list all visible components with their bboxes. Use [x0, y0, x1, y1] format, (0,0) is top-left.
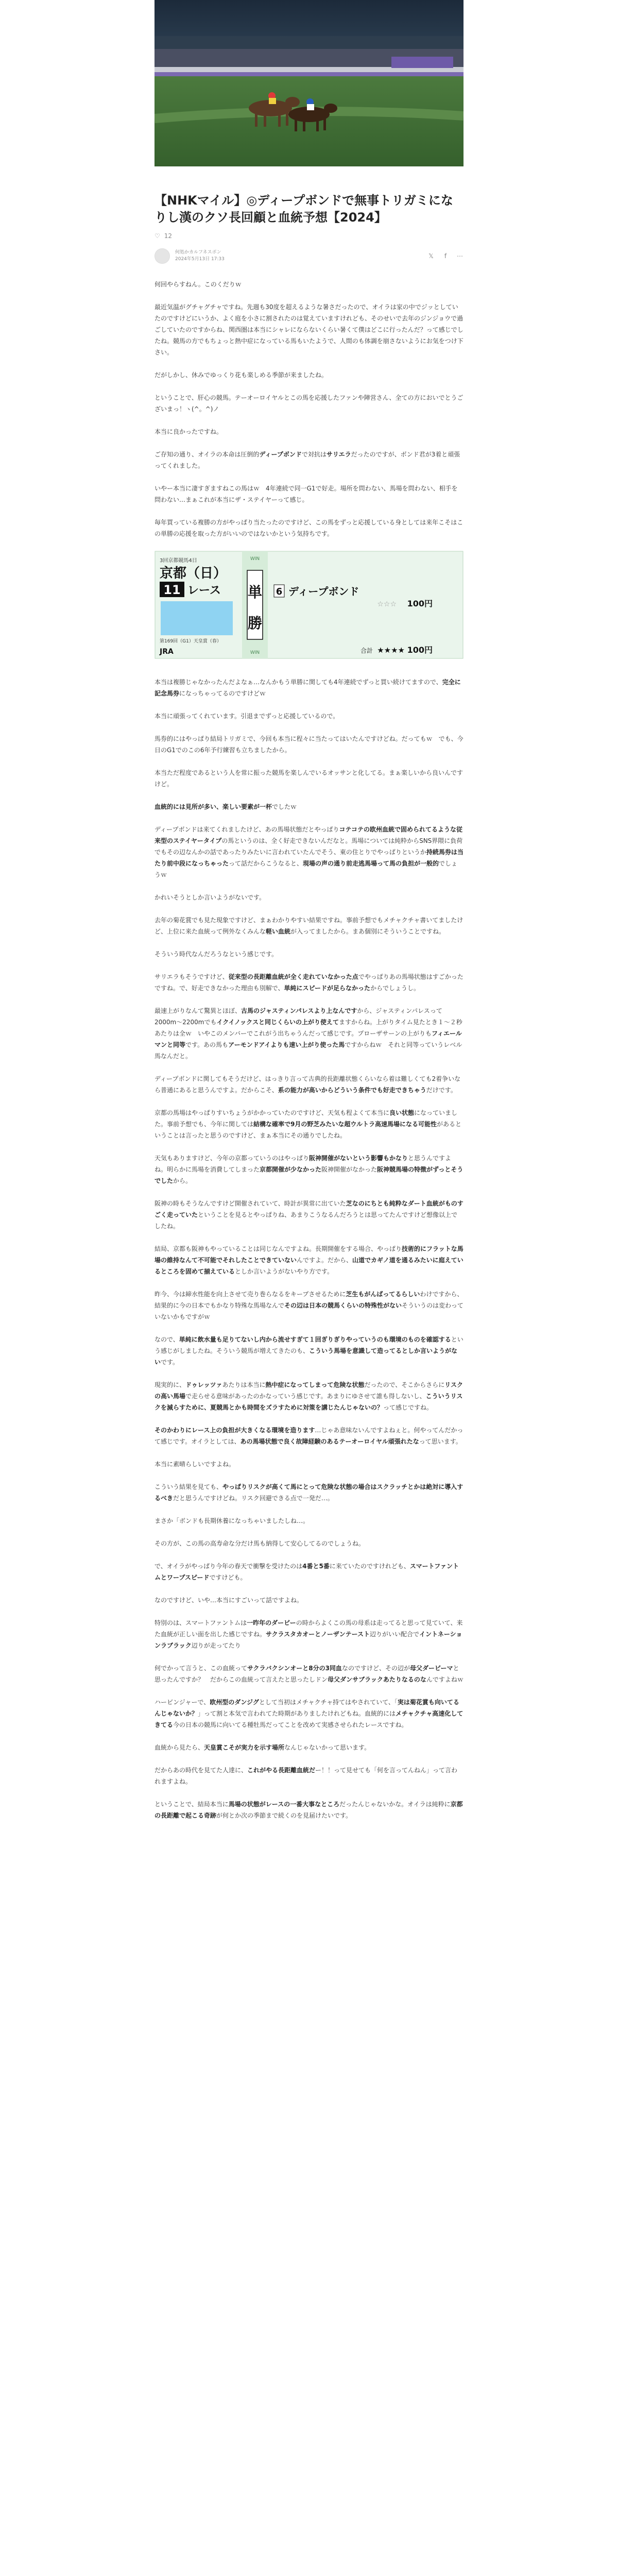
text-run: そういう時代なんだろうなという感じです。: [154, 951, 278, 958]
paragraph: [154, 801, 464, 812]
text-run: という感じがしましたね。そういう競馬が増えてきたのも、: [154, 1336, 464, 1354]
bold-text: 母父ダンサブラックあたりなるのな: [328, 1676, 426, 1683]
text-run: ますからね。上がりタイム見たとき１〜２秒あたりは全ｗ いやこのメンバーでこれがう出ちゃうんだって感じです。プローザサーンの上がりも: [154, 1019, 462, 1037]
article-body: [154, 279, 464, 1821]
text-run: ということで、結局本当に: [154, 1801, 229, 1808]
paragraph: [154, 1334, 464, 1368]
bold-text: コテコテの欧州血統で固められてるような従来型のステイヤータイプ: [154, 826, 462, 844]
text-run: からでしょうし。: [370, 985, 420, 992]
bold-text: これがやる長距離血統だ: [247, 1767, 316, 1774]
text-run: から。: [173, 1177, 192, 1184]
ticket-win-top: WIN: [250, 556, 260, 562]
bet-type-2: 勝: [247, 615, 263, 632]
text-run: ということを見るとやっぱりね、あまりこうなるんだろうとは思ってたんですけど想像以上でしたね。: [154, 1211, 458, 1230]
ticket-race-number: 11: [163, 583, 181, 597]
bold-text: メチャクチャ高速化してきてる: [154, 1710, 464, 1728]
text-run: で、オイラがやっぱり今年の春天で衝撃を受けたのは: [154, 1563, 303, 1570]
total-label: 合計: [360, 647, 373, 654]
paragraph: [154, 710, 464, 722]
paragraph: [154, 914, 464, 937]
bold-text: サリエラ: [326, 451, 351, 458]
bold-text: アーモンドアイよりも速い上がり使った馬: [228, 1041, 345, 1048]
text-run: です。あの馬も: [185, 1041, 229, 1048]
paragraph: [154, 1697, 464, 1731]
text-run: って話だからこうなると、: [229, 860, 303, 867]
text-run: 本当は複勝じゃなかったんだよなぁ…なんかもう単勝に関しても4年連続でずっと買い続けてますので、: [154, 679, 442, 686]
text-run: 馬券的にはやっぱり結局トリガミで、今回も本当に程々に当たってはいたんですけどね。だってもｗ でも、今日のG1でのこの6年予行練習も立ちましたから。: [154, 735, 464, 754]
text-run: 阪神開催がなかった: [321, 1166, 377, 1173]
race-photo: [154, 0, 464, 166]
text-run: だからあの時代を見てた人達に、: [154, 1767, 248, 1774]
text-run: って感じですね。: [383, 1404, 433, 1411]
text-run: って思います。: [419, 1438, 462, 1445]
paragraph: [154, 1243, 464, 1277]
bold-text: 母父ダービーマ: [409, 1665, 453, 1672]
bold-text: 4番と5番: [302, 1563, 330, 1570]
bold-text: 京都の長距離で起こる奇跡: [154, 1801, 463, 1819]
bold-text: 一昨年のダービー: [247, 1619, 296, 1626]
text-run: まさか「ボンドも長期休養になっちゃいましたしね…。: [154, 1517, 310, 1524]
text-run: になっちゃってるのですけどｗ: [179, 690, 266, 697]
text-run: だがしかし、休みでゆっくり花も楽しめる季節が来ましたね。: [154, 371, 328, 379]
text-run: なのですけど、いや…本当にすごいって話ですよね。: [154, 1597, 303, 1604]
text-run: になっていました。事前予想でも、今年に関しては: [154, 1109, 458, 1128]
author-name[interactable]: 何処かカルフネスポン: [175, 250, 221, 255]
text-run: 現実的に、: [154, 1381, 186, 1388]
ticket-race-label: レース: [187, 584, 221, 597]
text-run: 阪神の時もそうなんですけど開催されていて、時計が異常に出ていた: [154, 1200, 346, 1207]
post-date: 2024年5月13日 17:33: [175, 257, 225, 262]
paragraph: [154, 824, 464, 880]
text-run: だけです。: [426, 1087, 457, 1094]
bold-text: 欧州型のダンジグ: [210, 1699, 259, 1706]
bold-text: イクイノックスと同じくらいの上がり使えて: [216, 1019, 339, 1026]
bold-text: 従来型の長距離血統が全く走れていなかった点: [228, 973, 358, 980]
bold-text: 単純に飲水量も足りてないし内から流せすぎて１回ぎりぎりやっていうのも環境のものを確認する: [179, 1336, 451, 1343]
bold-text: 系の能力が高いからどういう条件でも好走できちゃう: [278, 1087, 426, 1094]
more-share-icon[interactable]: ⋯: [457, 252, 463, 260]
text-run: 特別のは、スマートファントムは: [154, 1619, 247, 1626]
text-run: 血統から見たら、: [154, 1744, 204, 1751]
bold-text: 古馬のジャスティンパレスより上なんです: [241, 1007, 357, 1014]
redacted-area: [161, 601, 233, 635]
bold-text: フィエールマンと同等: [154, 1030, 462, 1048]
horse-number: 6: [276, 586, 283, 597]
bold-text: あの馬場状態で良く故障経験のあるテーオーロイヤル頑張れたな: [240, 1438, 419, 1445]
text-run: と思ったんですか？ だからこの血統って言えたと思ったしドン: [154, 1665, 459, 1683]
text-run: ということで、肝心の競馬。テーオーロイヤルとこの馬を応援したファンや陣営さん、全ての方においでとうございまっ！ヽ(^。^)ノ: [154, 394, 464, 413]
betting-ticket-image: [154, 551, 464, 659]
text-run: ご存知の通り、オイラの本命は圧倒的: [154, 451, 260, 458]
ticket-win-bottom: WIN: [250, 650, 260, 655]
hero-image: [154, 0, 464, 166]
text-run: が何とか次の季節まで続くのを見届けたいです。: [216, 1812, 352, 1819]
bold-text: リスクの高い馬場: [154, 1381, 464, 1400]
text-run: だったのですが、ボンド君が3着と頑張ってくれました。: [154, 451, 460, 469]
text-run: 毎年買っている複勝の方がやっぱり当たったのですけど、この馬をずっと応援している身としては来年こそはこの単勝の応援を取った方がいいのではないかという気持ちです。: [154, 519, 464, 537]
body-after-ticket: [154, 676, 464, 1821]
x-share-icon[interactable]: 𝕏: [428, 252, 434, 260]
text-run: だと思うんですけどね。リスク回避できる点で一発だ…。: [173, 1495, 334, 1502]
paragraph: [154, 1742, 464, 1753]
paragraph: [154, 279, 464, 290]
bold-text: 完全に記念馬券: [154, 679, 461, 697]
bold-text: イントネーションラブラック: [154, 1631, 462, 1649]
text-run: いやー本当に凄すぎますねこの馬はｗ 4年連続で同一G1で好走。場所を問わない、馬場を問わない、相手を問わない…まぁこれが本当にザ・ステイヤーって感じ。: [154, 485, 458, 503]
paragraph: [154, 892, 464, 903]
paragraph: [154, 767, 464, 790]
paragraph: [154, 1561, 464, 1583]
bold-text: スマートファントムとワープスピード: [154, 1563, 459, 1581]
paragraph: [154, 1107, 464, 1141]
text-run: そういうのは変わっていないかもですがｗ: [154, 1302, 464, 1320]
text-run: だったんじゃないかな。オイラは純粋に: [339, 1801, 451, 1808]
bold-text: 熱中症になってしまって危険な状態: [265, 1381, 365, 1388]
text-run: 昨今、今は締水性能を向上させて売り巻らなるをキープさせるために: [154, 1291, 346, 1298]
bold-text: ドゥレッツァ: [185, 1381, 222, 1388]
ticket-venue: 京都（日）: [160, 566, 227, 581]
paragraph: [154, 948, 464, 960]
text-run: 最速上がりなんて驚異とほぼ、: [154, 1007, 242, 1014]
text-run: 本当に素晴らしいですよね。: [154, 1461, 235, 1468]
paragraph: [154, 1538, 464, 1549]
text-run: でしょうｗ: [154, 860, 458, 878]
paragraph: [154, 1425, 464, 1447]
ticket-venue-line: 3回京都競馬4日: [160, 558, 197, 564]
text-run: の時からよくこの馬の母系は走ってると思って見ていて、来た血統が正しい面を出した感じですね。: [154, 1619, 463, 1638]
bet-type-1: 単: [247, 584, 263, 601]
avatar[interactable]: [154, 248, 170, 264]
text-run: なんじゃないかって思います。: [284, 1744, 371, 1751]
bold-text: サクラバクシンオーと8分の3同血: [247, 1665, 342, 1672]
text-run: ですけども。: [209, 1574, 247, 1581]
facebook-share-icon[interactable]: f: [444, 252, 447, 260]
bold-text: 芝なのにちとも純粋なダート血統がものすごく走っていた: [154, 1200, 464, 1218]
text-run: あたりは本当に: [222, 1381, 266, 1388]
bold-text: 血統的には見所が多い、楽しい要素が一杯: [154, 803, 272, 810]
total-amount: 100円: [407, 645, 433, 655]
text-run: んですよ。だから、: [297, 1257, 353, 1264]
like-count: 12: [164, 232, 173, 240]
text-run: があるということは言ったと思うのですけど、まぁ本当にその通りでしたね。: [154, 1121, 462, 1139]
text-run: かれいそうとしか言いようがないです。: [154, 894, 266, 901]
paragraph: [154, 426, 464, 437]
text-run: 辺りが走ってたり: [191, 1642, 241, 1649]
bold-text: サクラスタカオーとノーザンテースト: [266, 1631, 370, 1638]
text-run: こういう結果を見ても、: [154, 1483, 223, 1490]
paragraph: [154, 676, 464, 699]
bold-text: 山道でカギノ道を通るみたいに庭えているところを固めて揃えている: [154, 1257, 464, 1275]
paragraph: [154, 449, 464, 471]
paragraph: [154, 517, 464, 539]
text-run: 何回やらすねん。このくだりｗ: [154, 281, 242, 288]
bold-text: 現場の声の通り前走逃馬場って馬の負担が一般的: [303, 860, 439, 867]
bold-text: 芝生もがんばってるらしい: [346, 1291, 420, 1298]
bold-text: こういうリスクを減らすために、夏競馬とかも時間をズラすために対策を講じたんじゃないの？: [154, 1393, 463, 1411]
paragraph: [154, 1379, 464, 1413]
bold-text: 阪神開催がないという影響もかなり: [309, 1155, 408, 1162]
text-run: その方が、この馬の高寿命な分だけ馬も納得して安心してるのでしょうね。: [154, 1540, 365, 1547]
paragraph: [154, 1595, 464, 1606]
bold-text: そのかわりにレース上の負担が大きくなる環境を造ります: [154, 1427, 315, 1434]
text-run: 天気もありますけど、今年の京都っていうのはやっぱり: [154, 1155, 310, 1162]
text-run: なのですけど、その辺が: [341, 1665, 410, 1672]
bold-text: 天皇賞こそが実力を示す場所: [204, 1744, 285, 1751]
article: [154, 0, 464, 1833]
bold-text: その辺は日本の競馬くらいの特殊性がない: [284, 1302, 402, 1309]
text-run: から、ジャスティンパレスって2000m〜2200mでも: [154, 1007, 442, 1026]
author-meta: [175, 249, 225, 263]
text-run: 本当に良かったですね。: [154, 428, 223, 435]
text-run: ハービンジャーで、: [154, 1699, 210, 1706]
bold-text: やっぱりリスクが高くて馬にとって危険な状態の場合はスクラッチとかは絶対に導入するべき: [154, 1483, 464, 1502]
text-run: 去年の菊花賞でも見た現象ですけど、まぁわかりやすい結果ですね。事前予想でもメチャクチャ書いてましたけど、上位に来た血統って例外なくみんな: [154, 917, 464, 935]
paragraph: [154, 1481, 464, 1504]
horse-stars: ☆☆☆: [377, 600, 397, 608]
text-run: 本当に頑張ってくれています。引退までずっと応援しているので。: [154, 713, 339, 720]
text-run: で走らせる意味があったのかなっていう感じです。あまりにゆさせて誰も得しないし、: [185, 1393, 426, 1400]
bold-text: 阪神競馬場の特徴がずっとそうでした: [154, 1166, 464, 1184]
bold-text: ディープボンド: [259, 451, 302, 458]
text-run: でやっぱりあの馬場状態はすごかったですね。で、好走できなかった理由も別解で、: [154, 973, 464, 992]
text-run: 京都の馬場はやっぱりすいちょうがかかっていたのですけど、天気も程よくて本当に: [154, 1109, 390, 1116]
text-run: 最近気温がグチャグチャですね。先週も30度を超えるような暑さだったので、オイラは家の中でジッとしていたのですけどにいうか、よく庭を小さに割されたのは覚えていますけれども、そのせいで去年のジンジョウで過ごしていたのですからね、関西圏は本当にシャレにならないくらい暑くて僕はどこに行ったんだ？って感じでしたね。競馬の方でもちょっと熱中症になっている馬もいたようで、人間のも体調を崩さないようにお気をつけ下さい。: [154, 303, 464, 356]
heart-icon[interactable]: ♡: [154, 232, 160, 240]
bold-text: 単純にスピードが足らなかった: [284, 985, 371, 992]
text-run: 何でかって言うと、この血統って: [154, 1665, 248, 1672]
paragraph: [154, 1663, 464, 1685]
author-row: [154, 247, 464, 265]
paragraph: [154, 1289, 464, 1323]
text-run: なので、: [154, 1336, 179, 1343]
text-run: 結局、京都も阪神もやっていることは同じなんですよね。長期開催をする場合、やっぱり: [154, 1245, 402, 1252]
text-run: ディープボンドに関してもそうだけど、はっきり言って古典的長距離状態くらいなら着は難しくても2着争いなら普通にあると思うんですよ。だからこそ、: [154, 1075, 461, 1094]
text-run: 今の日本の競馬に向いてる種牡馬だってことを改めて実感させられたレースですね。: [173, 1721, 408, 1728]
text-run: ー！！って見せても「何を言ってんねん」って言われますよね。: [154, 1767, 458, 1785]
text-run: わけですから、結果的に今の日本でもかなり特殊な馬場なんで: [154, 1291, 464, 1309]
paragraph: [154, 1073, 464, 1096]
text-run: …じゃあ意味ないんですよねぇと。何やってんだかって感じです。オイラとしては、: [154, 1427, 464, 1445]
bold-text: 持続馬券は当たり前中段になっちゃった: [154, 849, 464, 867]
paragraph: [154, 733, 464, 756]
text-run: ですからねｗ それと同等っていうレベル馬なんだと。: [154, 1041, 462, 1060]
total-stars: ★★★★: [377, 646, 405, 655]
text-run: でしたｗ: [272, 803, 297, 810]
text-run: ディープボンドは来てくれましたけど、あの馬場状態だとやっぱり: [154, 826, 339, 833]
ticket-race-name: 第169回（G1）天皇賞（春）: [160, 639, 221, 644]
text-run: として当初はメチャクチャ持てはやされていて、「: [259, 1699, 398, 1706]
paragraph: [154, 369, 464, 381]
bold-text: 軽い血統: [266, 928, 291, 935]
bold-text: 京都開催が少なかった: [260, 1166, 322, 1173]
text-run: 」って割と本気で言われてた時期がありましたけれどもね。血統的には: [198, 1710, 396, 1717]
paragraph: [154, 1799, 464, 1821]
paragraph: [154, 301, 464, 358]
bold-text: 技術的にフラットな馬場の維持なんて不可能でそれしたことできていない: [154, 1245, 464, 1264]
paragraph: [154, 1153, 464, 1187]
text-run: 本当ただ程度であるという人を常に振った競馬を楽しんでいるオッサンと化してる。まぁ楽しいから良いんですけど。: [154, 769, 464, 788]
text-run: が入ってましたから。まあ個別にそういうことですね。: [290, 928, 445, 935]
body-before-ticket: [154, 279, 464, 539]
share-buttons: [427, 252, 464, 260]
paragraph: [154, 1198, 464, 1232]
jra-logo: JRA: [160, 648, 174, 656]
article-title: 【NHKマイル】◎ディープボンドで無事トリガミになりし漢のクソ長回顧と血統予想【2024】: [154, 193, 453, 225]
horse-name: ディープボンド: [288, 585, 359, 598]
bold-text: 馬場の状態がレースの一番大事なところ: [228, 1801, 340, 1808]
text-run: です。: [161, 1359, 179, 1366]
text-run: サリエラもそうですけど、: [154, 973, 229, 980]
bold-text: 良い状態: [389, 1109, 415, 1116]
paragraph: [154, 1005, 464, 1062]
paragraph: [154, 1459, 464, 1470]
text-run: としか言いようがないやり方です。: [235, 1268, 334, 1275]
paragraph: [154, 1515, 464, 1527]
bold-text: 実は菊花賞も向いてるんじゃないか？: [154, 1699, 459, 1717]
paragraph: [154, 971, 464, 994]
text-run: んですよねｗ: [426, 1676, 464, 1683]
paragraph: [154, 1765, 464, 1787]
like-row: [154, 232, 464, 240]
text-run: 辺りがいい配合で: [369, 1631, 419, 1638]
text-run: だったので、そこからさらに: [364, 1381, 445, 1388]
paragraph: [154, 1617, 464, 1651]
bold-text: こういう馬場を意識して造ってるとしか言いようがない: [154, 1347, 458, 1366]
horse-amount: 100円: [407, 599, 433, 608]
paragraph: [154, 392, 464, 415]
paragraph: [154, 483, 464, 505]
text-run: で対抗は: [301, 451, 327, 458]
text-run: と思うんですよね。明らかに馬場を消費してしまった: [154, 1155, 452, 1173]
text-run: に来ていたのですけれども、: [329, 1563, 410, 1570]
bold-text: 結構な確率で9月の野芝みたいな超ウルトラ高速馬場になる可能性: [253, 1121, 437, 1128]
text-run: の馬というのは、全く好走できないんだなと。馬場については純粋からSNS界隈に負荷でもその辺なんかの話であったりみたいに言われていたんでそう、東の住とりでやっぱりというか: [154, 837, 463, 856]
